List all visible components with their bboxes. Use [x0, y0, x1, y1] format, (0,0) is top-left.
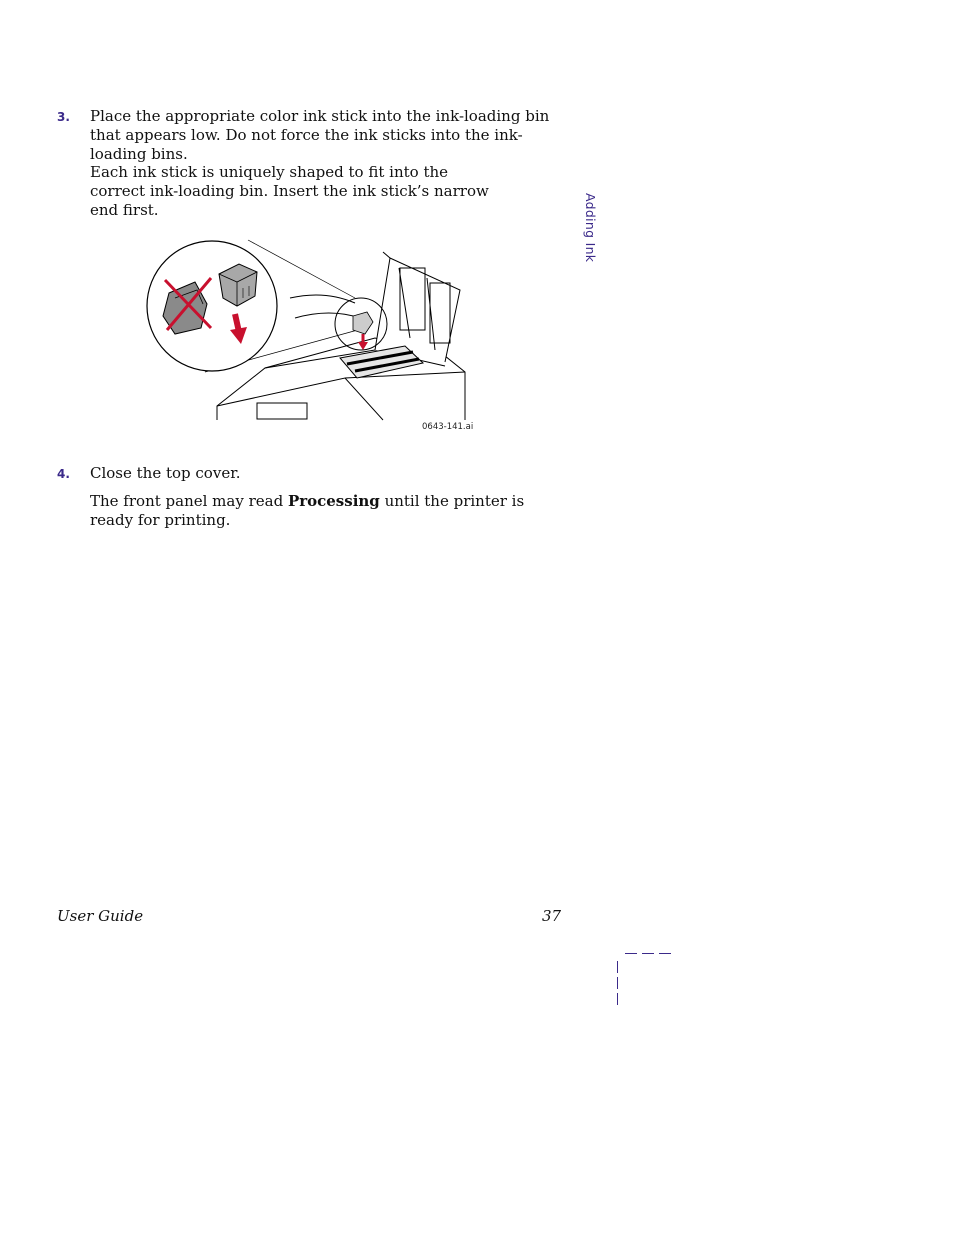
crop-mark	[659, 953, 671, 954]
step-3-text: Place the appropriate color ink stick into the ink-loading bin that appears low. Do not force the ink sticks into the ink-loading bins.	[90, 107, 550, 163]
processing-message: Processing	[287, 492, 380, 510]
crop-mark	[617, 993, 618, 1005]
step-4-text: Close the top cover.	[90, 464, 241, 482]
page-number: 37	[542, 907, 562, 925]
section-tab: Adding Ink	[583, 193, 598, 263]
crop-mark	[617, 977, 618, 989]
step-4-note	[90, 492, 570, 530]
crop-mark	[617, 961, 618, 973]
ink-loading-illustration	[145, 238, 475, 438]
step-4-number: 4.	[57, 467, 70, 481]
step-4-note-suffix: until the printer is ready for printing.	[90, 492, 525, 529]
figure-label: 0643-141.ai	[422, 422, 474, 432]
footer-title: User Guide	[57, 907, 144, 925]
crop-mark	[642, 953, 654, 954]
step-4-note-prefix: The front panel may read	[90, 492, 288, 510]
step-3-note: Each ink stick is uniquely shaped to fit into the correct ink-loading bin. Insert the ink stick’s narrow end first.	[90, 163, 489, 219]
crop-mark	[625, 953, 637, 954]
step-3-number: 3.	[57, 110, 70, 124]
